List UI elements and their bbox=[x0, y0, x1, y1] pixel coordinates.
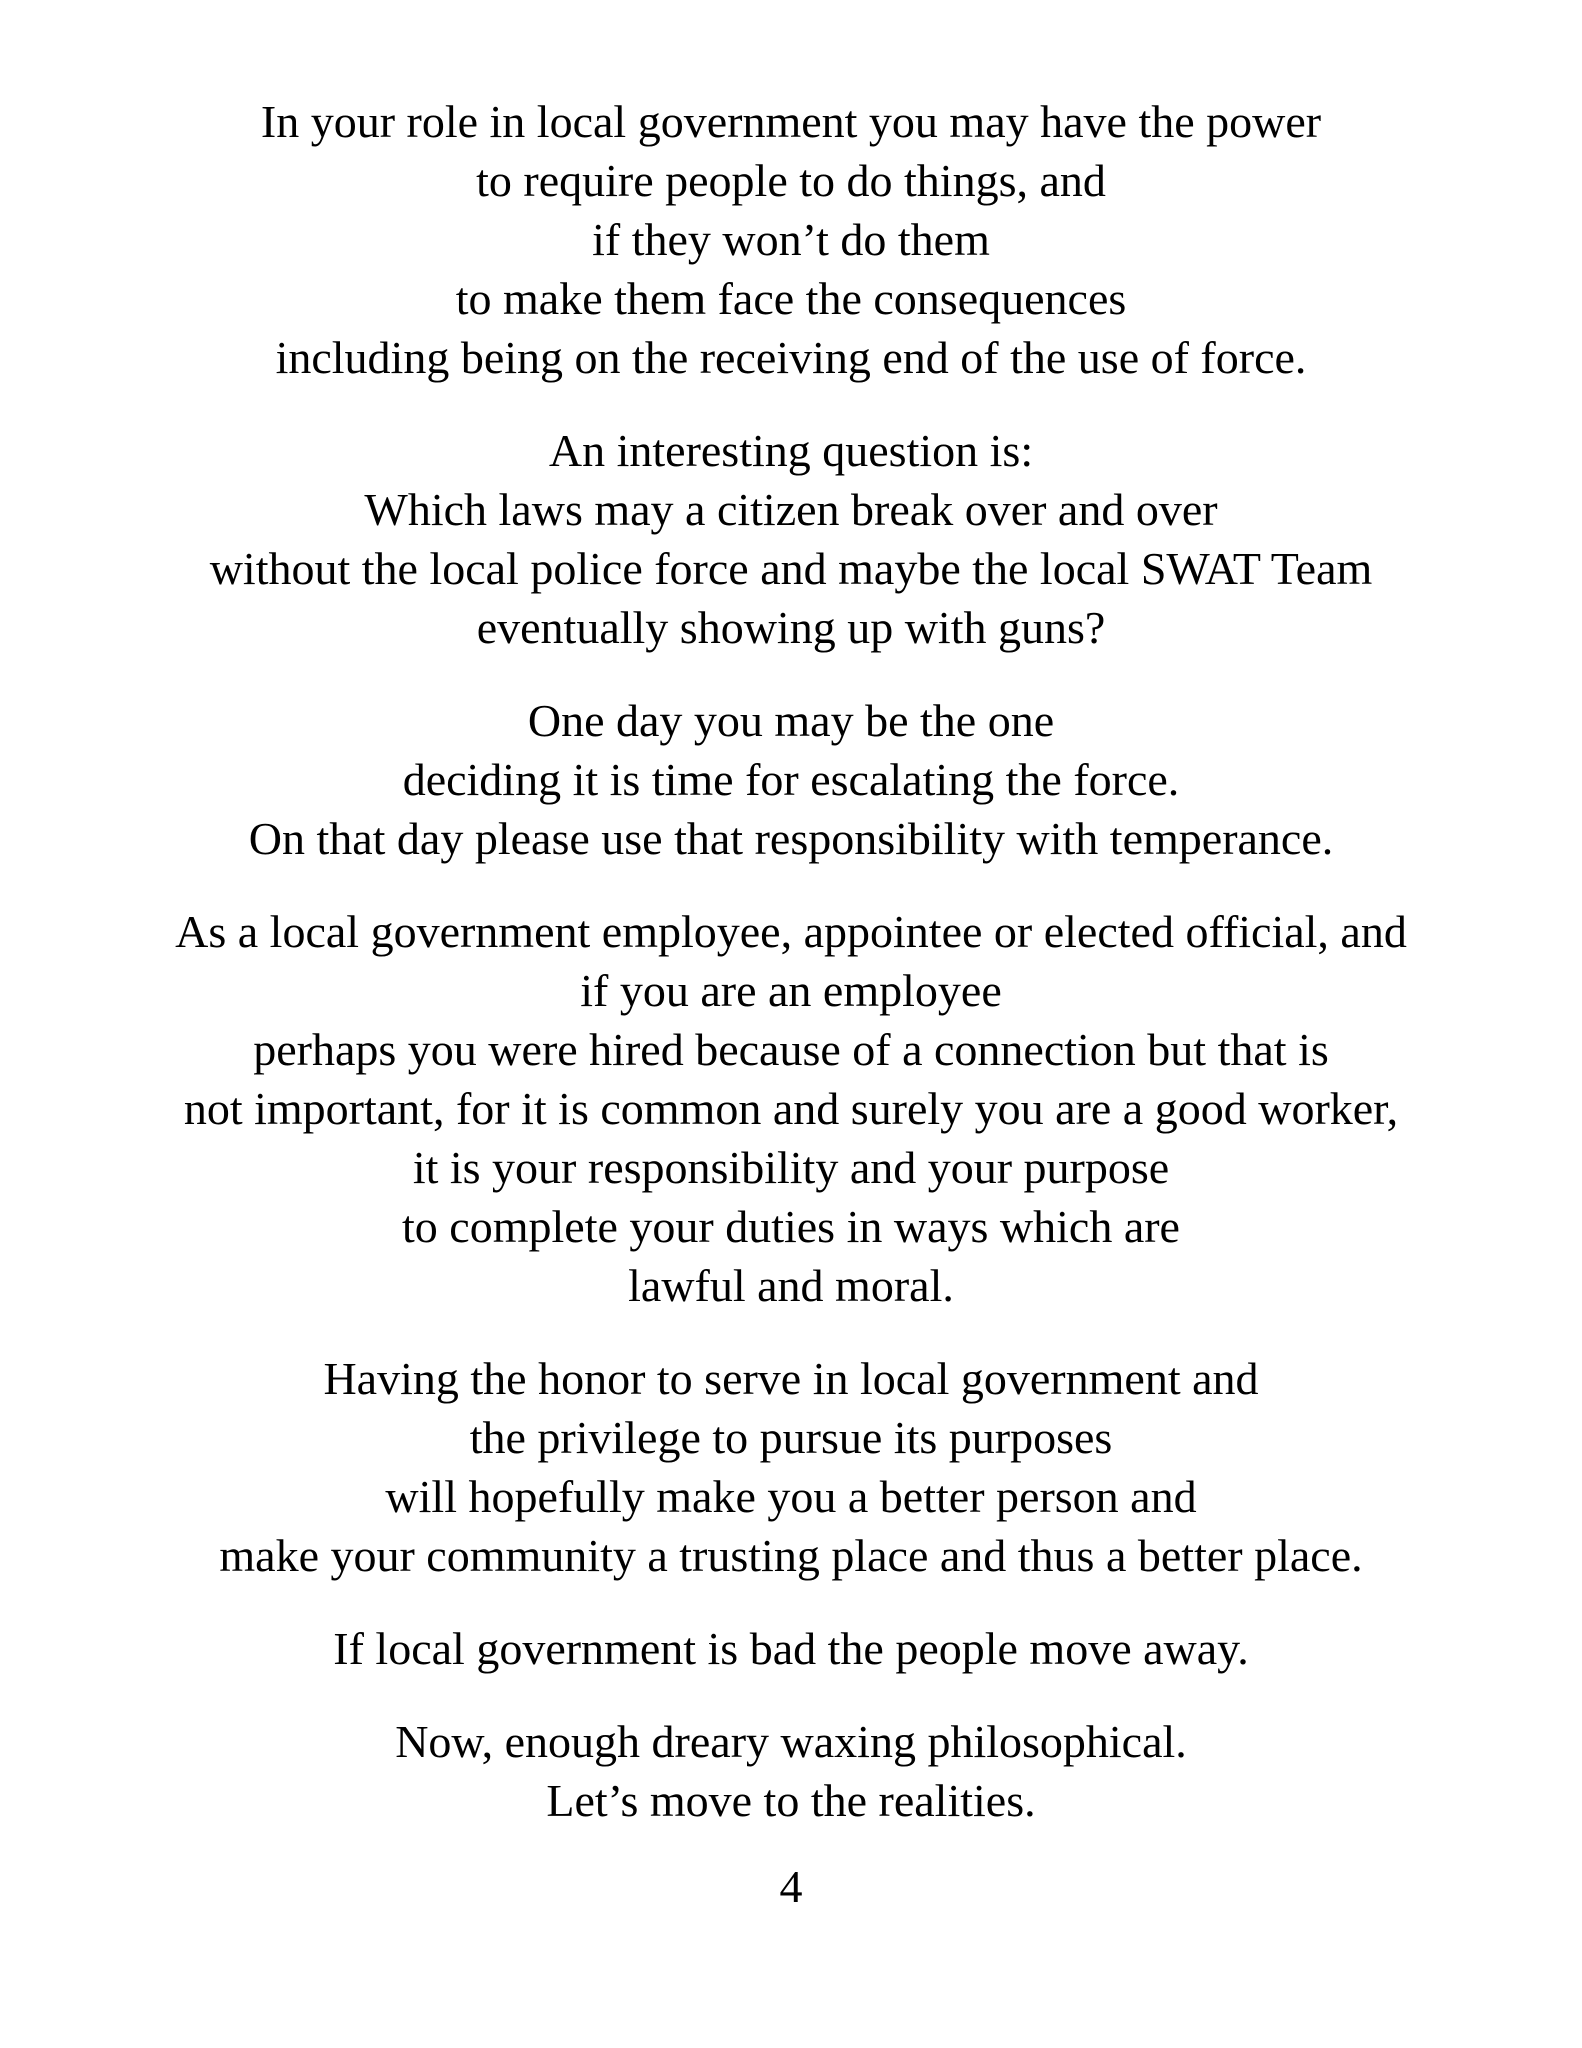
text-line: Let’s move to the realities. bbox=[546, 1775, 1036, 1826]
text-line: not important, for it is common and surely you are a good worker, bbox=[183, 1083, 1399, 1134]
text-line: Which laws may a citizen break over and over bbox=[364, 484, 1218, 535]
text-line: Now, enough dreary waxing philosophical. bbox=[395, 1716, 1187, 1767]
text-line: to complete your duties in ways which are bbox=[402, 1201, 1180, 1252]
text-line: perhaps you were hired because of a connection but that is bbox=[253, 1024, 1329, 1075]
stanza-realities bbox=[0, 1712, 1582, 1830]
text-line: if they won’t do them bbox=[592, 214, 990, 265]
text-line: lawful and moral. bbox=[628, 1260, 954, 1311]
text-line: make your community a trusting place and thus a better place. bbox=[219, 1530, 1363, 1581]
text-line: On that day please use that responsibility with temperance. bbox=[248, 813, 1334, 864]
text-line: deciding it is time for escalating the force. bbox=[402, 754, 1180, 805]
text-line: An interesting question is: bbox=[548, 425, 1034, 476]
text-line: eventually showing up with guns? bbox=[476, 602, 1106, 653]
text-line: As a local government employee, appointee or elected official, and bbox=[175, 906, 1407, 957]
text-line: One day you may be the one bbox=[527, 695, 1055, 746]
stanza-honor bbox=[0, 1349, 1582, 1585]
text-line: Having the honor to serve in local government and bbox=[323, 1353, 1259, 1404]
text-line: it is your responsibility and your purpose bbox=[412, 1142, 1170, 1193]
page-number: 4 bbox=[779, 1861, 803, 1912]
text-line: the privilege to pursue its purposes bbox=[469, 1412, 1113, 1463]
stanza-question bbox=[0, 421, 1582, 657]
poem-body bbox=[0, 92, 1582, 1864]
text-line: including being on the receiving end of the use of force. bbox=[275, 332, 1307, 383]
stanza-responsibility bbox=[0, 902, 1582, 1315]
text-line: to make them face the consequences bbox=[455, 273, 1127, 324]
text-line: to require people to do things, and bbox=[476, 155, 1106, 206]
text-line: if you are an employee bbox=[580, 965, 1002, 1016]
stanza-move-away bbox=[0, 1619, 1582, 1678]
text-line: In your role in local government you may have the power bbox=[260, 96, 1322, 147]
text-line: If local government is bad the people move away. bbox=[333, 1623, 1249, 1674]
stanza-temperance bbox=[0, 691, 1582, 868]
stanza-power bbox=[0, 92, 1582, 387]
text-line: will hopefully make you a better person and bbox=[385, 1471, 1197, 1522]
text-line: without the local police force and maybe the local SWAT Team bbox=[209, 543, 1373, 594]
